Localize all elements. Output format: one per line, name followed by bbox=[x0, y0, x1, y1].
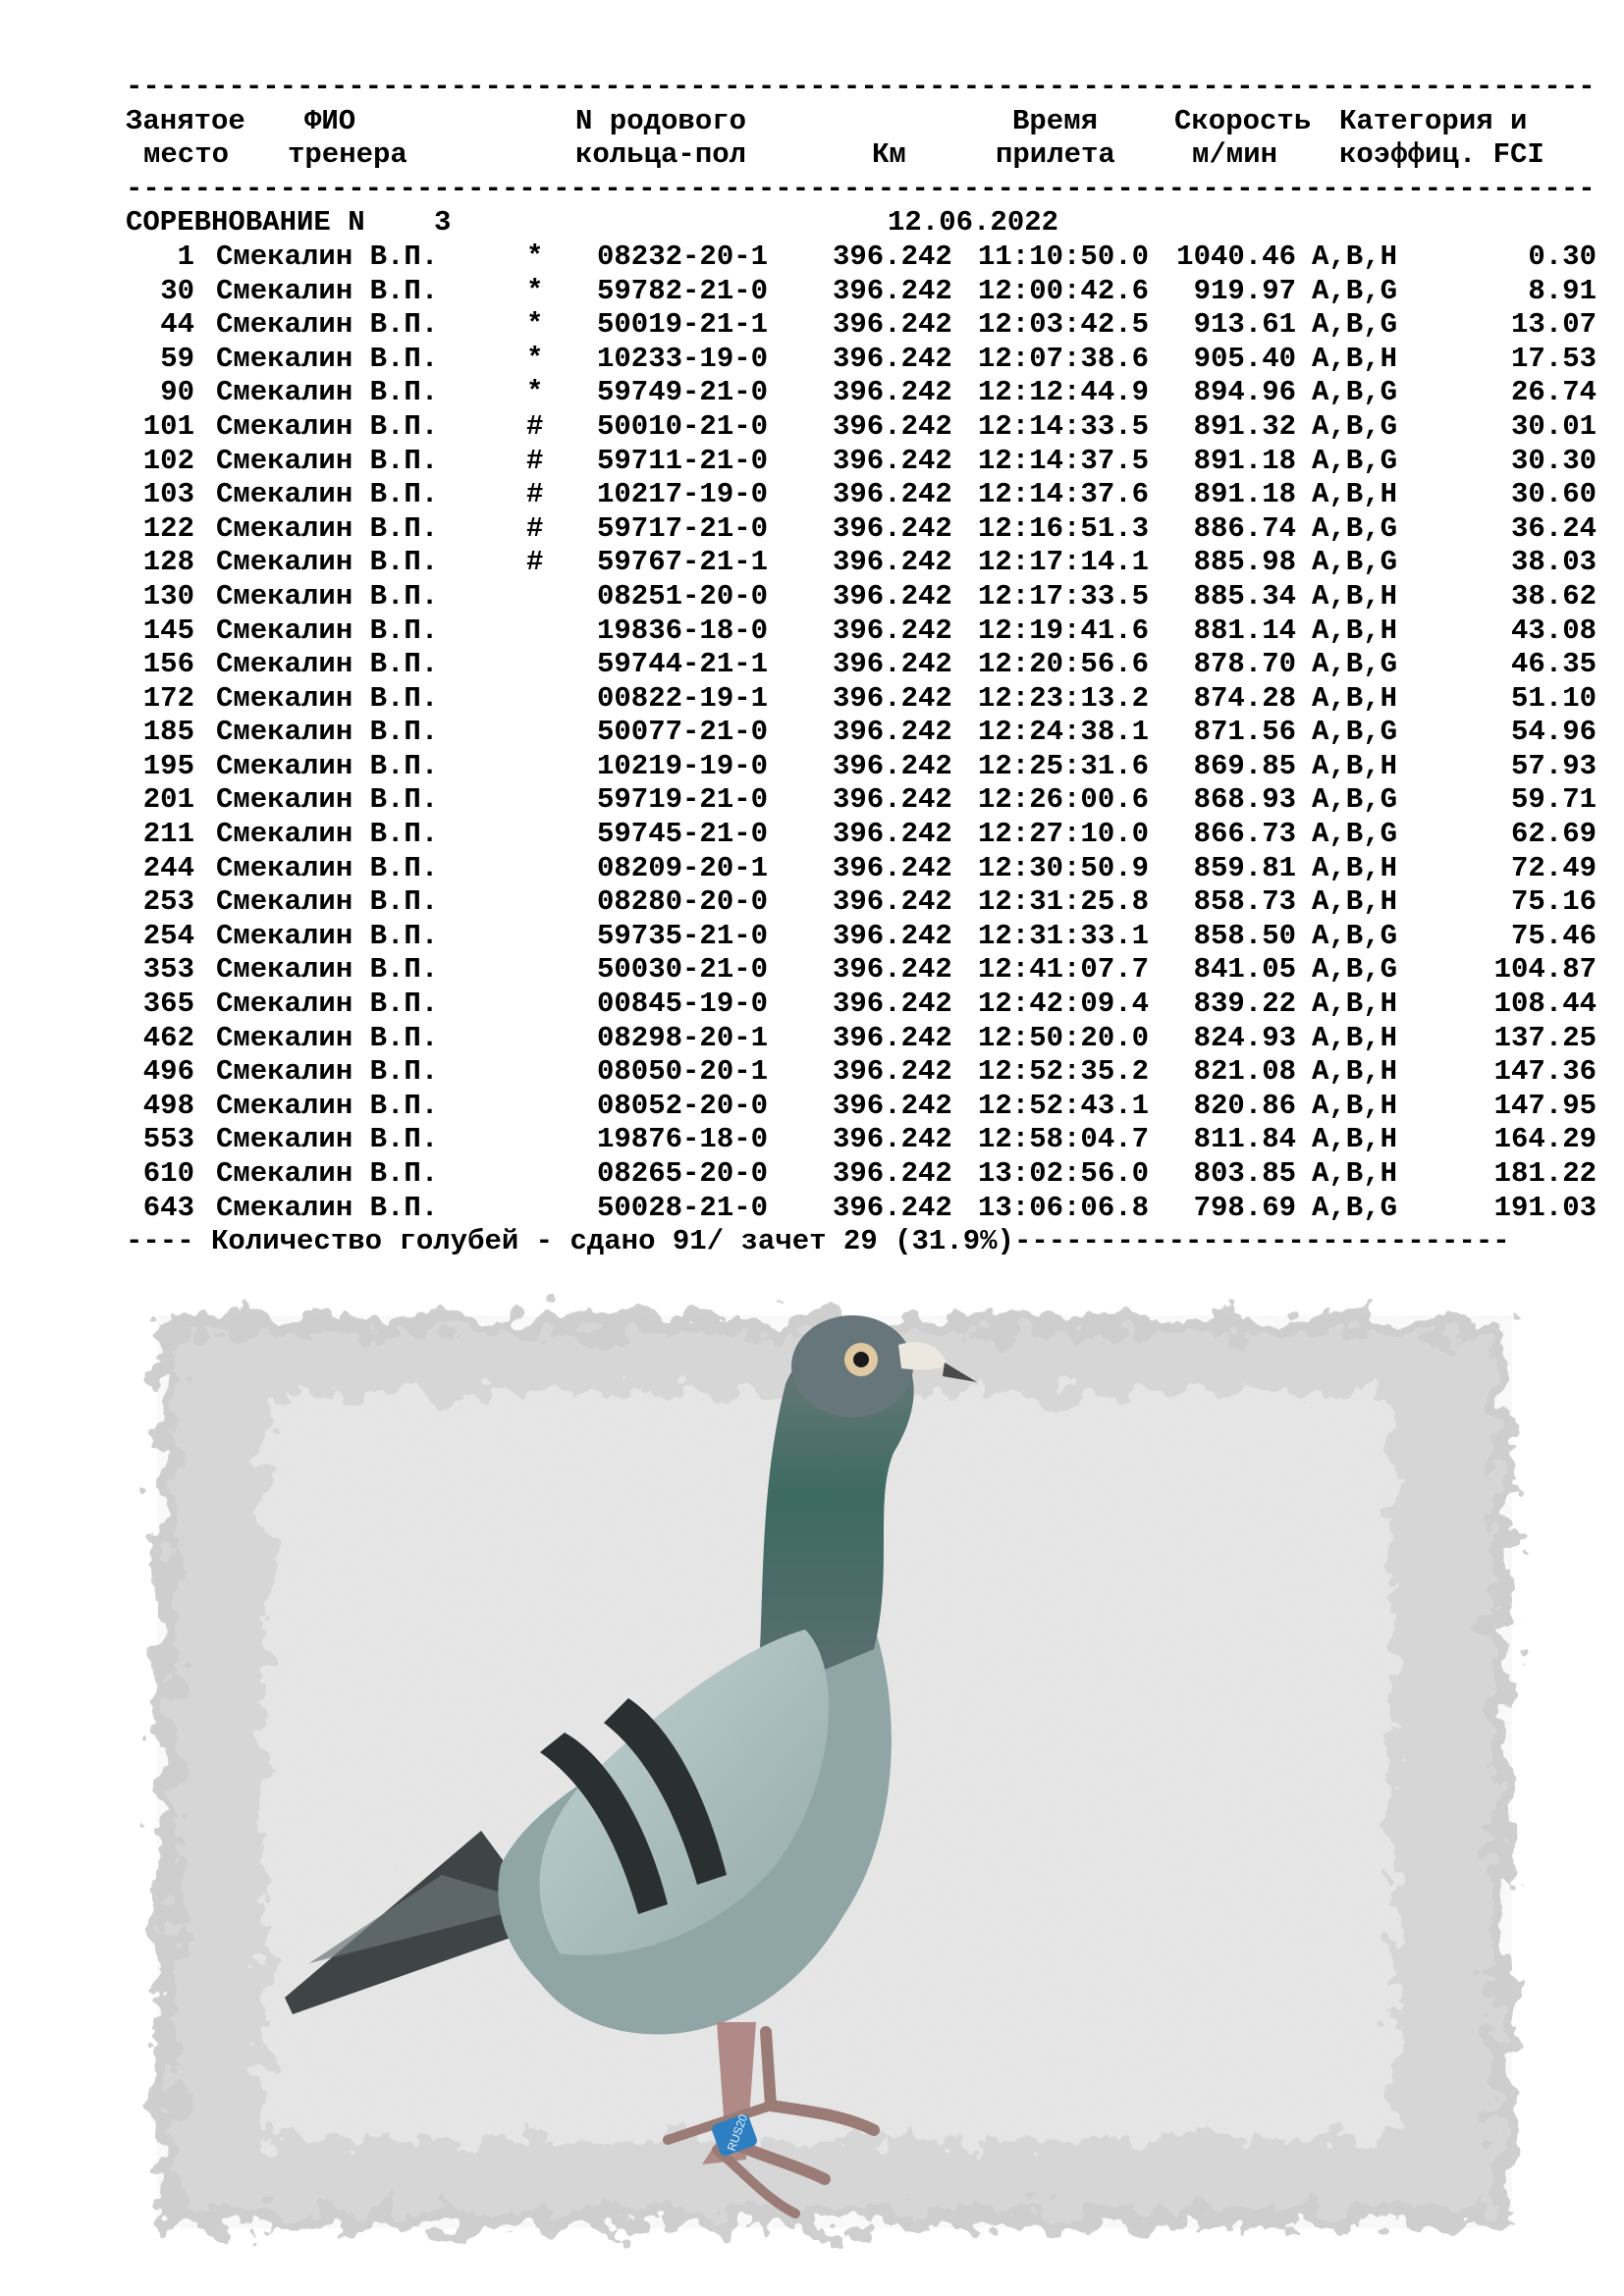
cell-place: 130 bbox=[142, 579, 194, 613]
cell-coef: 38.03 bbox=[1510, 546, 1597, 579]
cell-coef: 75.16 bbox=[1510, 885, 1597, 919]
cell-speed: 891.18 bbox=[1193, 478, 1296, 511]
cell-name: Смекалин В.П. bbox=[216, 1157, 439, 1190]
header-time: Время bbox=[1012, 104, 1099, 137]
footer-line: ---- Количество голубей - сдано 91/ зачет 29 (31.9%)----------------------------- bbox=[126, 1225, 1510, 1258]
cell-place: 185 bbox=[142, 716, 194, 749]
header-row-2 bbox=[126, 138, 1598, 173]
cell-coef: 59.71 bbox=[1510, 783, 1597, 817]
cell-cat: A,B,H bbox=[1312, 478, 1398, 511]
cell-coef: 108.44 bbox=[1493, 988, 1597, 1021]
cell-name: Смекалин В.П. bbox=[216, 1123, 439, 1156]
table-row bbox=[126, 546, 1598, 580]
cell-cat: A,B,G bbox=[1312, 511, 1398, 545]
cell-place: 365 bbox=[142, 988, 194, 1021]
cell-ring: 59719-21-0 bbox=[597, 783, 769, 817]
cell-coef: 30.01 bbox=[1510, 409, 1597, 443]
header-ring: N родового bbox=[575, 104, 747, 137]
cell-cat: A,B,H bbox=[1312, 851, 1398, 884]
cell-speed: 858.50 bbox=[1193, 919, 1296, 952]
cell-coef: 13.07 bbox=[1510, 308, 1597, 342]
table-row bbox=[126, 308, 1598, 343]
cell-speed: 891.32 bbox=[1193, 409, 1296, 443]
cell-mark: # bbox=[526, 444, 544, 477]
cell-ring: 00822-19-1 bbox=[597, 681, 769, 715]
table-row bbox=[126, 1022, 1598, 1056]
cell-km: 396.242 bbox=[833, 342, 952, 375]
cell-km: 396.242 bbox=[833, 1089, 952, 1122]
cell-place: 610 bbox=[142, 1157, 194, 1190]
cell-coef: 43.08 bbox=[1510, 614, 1597, 647]
cell-ring: 50019-21-1 bbox=[597, 308, 769, 342]
cell-km: 396.242 bbox=[833, 1021, 952, 1054]
cell-name: Смекалин В.П. bbox=[216, 1055, 439, 1089]
cell-ring: 59735-21-0 bbox=[597, 919, 769, 952]
table-row bbox=[126, 1055, 1598, 1090]
cell-time: 12:50:20.0 bbox=[978, 1021, 1150, 1054]
header-km: Км bbox=[872, 138, 906, 172]
cell-time: 13:06:06.8 bbox=[978, 1191, 1150, 1224]
header-speed-2: м/мин bbox=[1192, 138, 1278, 172]
cell-cat: A,B,H bbox=[1312, 988, 1398, 1021]
cell-speed: 874.28 bbox=[1193, 681, 1296, 715]
cell-time: 12:12:44.9 bbox=[978, 376, 1150, 409]
cell-time: 12:25:31.6 bbox=[978, 749, 1150, 782]
cell-mark: * bbox=[526, 274, 544, 307]
cell-cat: A,B,G bbox=[1312, 444, 1398, 477]
cell-km: 396.242 bbox=[833, 953, 952, 987]
cell-coef: 30.30 bbox=[1510, 444, 1597, 477]
table-row bbox=[126, 580, 1598, 614]
cell-time: 12:41:07.7 bbox=[978, 953, 1150, 987]
cell-cat: A,B,G bbox=[1312, 716, 1398, 749]
cell-place: 353 bbox=[142, 953, 194, 987]
cell-speed: 1040.46 bbox=[1176, 240, 1296, 273]
cell-speed: 871.56 bbox=[1193, 716, 1296, 749]
cell-speed: 824.93 bbox=[1193, 1021, 1296, 1054]
cell-cat: A,B,G bbox=[1312, 546, 1398, 579]
cell-coef: 164.29 bbox=[1493, 1123, 1597, 1156]
table-row bbox=[126, 988, 1598, 1022]
table-row bbox=[126, 1090, 1598, 1124]
cell-ring: 19876-18-0 bbox=[597, 1123, 769, 1156]
cell-speed: 811.84 bbox=[1193, 1123, 1296, 1156]
cell-speed: 821.08 bbox=[1193, 1055, 1296, 1089]
cell-time: 12:17:14.1 bbox=[978, 546, 1150, 579]
cell-km: 396.242 bbox=[833, 818, 952, 851]
cell-coef: 54.96 bbox=[1510, 716, 1597, 749]
cell-name: Смекалин В.П. bbox=[216, 444, 439, 477]
header-name-2: тренера bbox=[288, 138, 407, 172]
cell-time: 12:14:33.5 bbox=[978, 409, 1150, 443]
cell-coef: 51.10 bbox=[1510, 681, 1597, 715]
cell-time: 13:02:56.0 bbox=[978, 1157, 1150, 1190]
cell-name: Смекалин В.П. bbox=[216, 851, 439, 884]
cell-cat: A,B,H bbox=[1312, 579, 1398, 613]
results-table bbox=[126, 240, 1598, 1225]
cell-speed: 803.85 bbox=[1193, 1157, 1296, 1190]
cell-coef: 191.03 bbox=[1493, 1191, 1597, 1224]
table-row bbox=[126, 445, 1598, 479]
cell-coef: 104.87 bbox=[1493, 953, 1597, 987]
cell-cat: A,B,H bbox=[1312, 614, 1398, 647]
cell-coef: 0.30 bbox=[1528, 240, 1597, 273]
cell-km: 396.242 bbox=[833, 648, 952, 681]
cell-km: 396.242 bbox=[833, 409, 952, 443]
cell-place: 211 bbox=[142, 818, 194, 851]
cell-speed: 919.97 bbox=[1193, 274, 1296, 307]
cell-place: 103 bbox=[142, 478, 194, 511]
cell-ring: 08298-20-1 bbox=[597, 1021, 769, 1054]
header-ring-2: кольца-пол bbox=[575, 138, 747, 172]
cell-ring: 59749-21-0 bbox=[597, 376, 769, 409]
cell-place: 101 bbox=[142, 409, 194, 443]
cell-mark: # bbox=[526, 478, 544, 511]
cell-speed: 905.40 bbox=[1193, 342, 1296, 375]
cell-cat: A,B,G bbox=[1312, 818, 1398, 851]
cell-km: 396.242 bbox=[833, 919, 952, 952]
table-row bbox=[126, 478, 1598, 512]
cell-cat: A,B,H bbox=[1312, 342, 1398, 375]
pigeon-photo bbox=[118, 1276, 1551, 2268]
cell-place: 90 bbox=[160, 376, 194, 409]
cell-cat: A,B,H bbox=[1312, 885, 1398, 919]
cell-speed: 878.70 bbox=[1193, 648, 1296, 681]
cell-ring: 10233-19-0 bbox=[597, 342, 769, 375]
cell-ring: 59711-21-0 bbox=[597, 444, 769, 477]
cell-coef: 36.24 bbox=[1510, 511, 1597, 545]
cell-name: Смекалин В.П. bbox=[216, 681, 439, 715]
cell-time: 12:42:09.4 bbox=[978, 988, 1150, 1021]
cell-speed: 866.73 bbox=[1193, 818, 1296, 851]
cell-km: 396.242 bbox=[833, 851, 952, 884]
table-row bbox=[126, 1157, 1598, 1192]
table-row bbox=[126, 410, 1598, 445]
cell-time: 12:20:56.6 bbox=[978, 648, 1150, 681]
cell-speed: 891.18 bbox=[1193, 444, 1296, 477]
cell-time: 12:58:04.7 bbox=[978, 1123, 1150, 1156]
cell-coef: 26.74 bbox=[1510, 376, 1597, 409]
race-results-report bbox=[126, 71, 1598, 1259]
cell-coef: 137.25 bbox=[1493, 1021, 1597, 1054]
cell-speed: 839.22 bbox=[1193, 988, 1296, 1021]
cell-cat: A,B,H bbox=[1312, 1055, 1398, 1089]
cell-cat: A,B,G bbox=[1312, 648, 1398, 681]
cell-cat: A,B,G bbox=[1312, 376, 1398, 409]
cell-ring: 08251-20-0 bbox=[597, 579, 769, 613]
cell-place: 462 bbox=[142, 1021, 194, 1054]
competition-label: СОРЕВНОВАНИЕ N bbox=[126, 206, 365, 240]
cell-name: Смекалин В.П. bbox=[216, 749, 439, 782]
cell-time: 12:16:51.3 bbox=[978, 511, 1150, 545]
cell-km: 396.242 bbox=[833, 308, 952, 342]
cell-mark: * bbox=[526, 342, 544, 375]
cell-name: Смекалин В.П. bbox=[216, 274, 439, 307]
cell-cat: A,B,H bbox=[1312, 681, 1398, 715]
cell-name: Смекалин В.П. bbox=[216, 511, 439, 545]
cell-cat: A,B,G bbox=[1312, 953, 1398, 987]
competition-date: 12.06.2022 bbox=[888, 206, 1059, 240]
cell-ring: 10217-19-0 bbox=[597, 478, 769, 511]
cell-cat: A,B,H bbox=[1312, 240, 1398, 273]
cell-place: 122 bbox=[142, 511, 194, 545]
cell-name: Смекалин В.П. bbox=[216, 988, 439, 1021]
cell-coef: 181.22 bbox=[1493, 1157, 1597, 1190]
cell-time: 12:03:42.5 bbox=[978, 308, 1150, 342]
cell-place: 244 bbox=[142, 851, 194, 884]
cell-km: 396.242 bbox=[833, 478, 952, 511]
cell-time: 12:14:37.5 bbox=[978, 444, 1150, 477]
cell-time: 12:07:38.6 bbox=[978, 342, 1150, 375]
cell-place: 59 bbox=[160, 342, 194, 375]
cell-place: 498 bbox=[142, 1089, 194, 1122]
cell-ring: 19836-18-0 bbox=[597, 614, 769, 647]
cell-km: 396.242 bbox=[833, 444, 952, 477]
cell-time: 12:52:35.2 bbox=[978, 1055, 1150, 1089]
cell-time: 12:19:41.6 bbox=[978, 614, 1150, 647]
cell-km: 396.242 bbox=[833, 1191, 952, 1224]
cell-name: Смекалин В.П. bbox=[216, 716, 439, 749]
cell-ring: 08050-20-1 bbox=[597, 1055, 769, 1089]
table-row bbox=[126, 852, 1598, 886]
cell-place: 44 bbox=[160, 308, 194, 342]
cell-speed: 859.81 bbox=[1193, 851, 1296, 884]
cell-cat: A,B,G bbox=[1312, 919, 1398, 952]
cell-speed: 841.05 bbox=[1193, 953, 1296, 987]
cell-ring: 59782-21-0 bbox=[597, 274, 769, 307]
table-row bbox=[126, 750, 1598, 784]
cell-cat: A,B,G bbox=[1312, 783, 1398, 817]
cell-speed: 881.14 bbox=[1193, 614, 1296, 647]
cell-coef: 57.93 bbox=[1510, 749, 1597, 782]
cell-ring: 50010-21-0 bbox=[597, 409, 769, 443]
cell-km: 396.242 bbox=[833, 988, 952, 1021]
cell-speed: 868.93 bbox=[1193, 783, 1296, 817]
cell-ring: 00845-19-0 bbox=[597, 988, 769, 1021]
cell-ring: 08052-20-0 bbox=[597, 1089, 769, 1122]
cell-cat: A,B,G bbox=[1312, 1191, 1398, 1224]
cell-time: 12:23:13.2 bbox=[978, 681, 1150, 715]
cell-speed: 885.34 bbox=[1193, 579, 1296, 613]
cell-time: 12:30:50.9 bbox=[978, 851, 1150, 884]
cell-place: 156 bbox=[142, 648, 194, 681]
cell-speed: 913.61 bbox=[1193, 308, 1296, 342]
cell-name: Смекалин В.П. bbox=[216, 1089, 439, 1122]
cell-speed: 820.86 bbox=[1193, 1089, 1296, 1122]
table-row bbox=[126, 1123, 1598, 1157]
cell-cat: A,B,H bbox=[1312, 1123, 1398, 1156]
table-row bbox=[126, 920, 1598, 954]
cell-mark: * bbox=[526, 240, 544, 273]
cell-coef: 147.95 bbox=[1493, 1089, 1597, 1122]
header-row-1 bbox=[126, 105, 1598, 139]
cell-ring: 59717-21-0 bbox=[597, 511, 769, 545]
cell-cat: A,B,H bbox=[1312, 1021, 1398, 1054]
cell-ring: 50077-21-0 bbox=[597, 716, 769, 749]
top-rule: -------------------------------------------------------------------------------------- bbox=[126, 71, 1596, 103]
cell-coef: 17.53 bbox=[1510, 342, 1597, 375]
header-place-2: место bbox=[143, 138, 230, 172]
cell-mark: # bbox=[526, 546, 544, 579]
cell-km: 396.242 bbox=[833, 376, 952, 409]
cell-km: 396.242 bbox=[833, 274, 952, 307]
table-row bbox=[126, 512, 1598, 547]
cell-speed: 886.74 bbox=[1193, 511, 1296, 545]
cell-name: Смекалин В.П. bbox=[216, 308, 439, 342]
cell-mark: * bbox=[526, 308, 544, 342]
cell-ring: 10219-19-0 bbox=[597, 749, 769, 782]
cell-ring: 08280-20-0 bbox=[597, 885, 769, 919]
cell-km: 396.242 bbox=[833, 1055, 952, 1089]
table-row bbox=[126, 275, 1598, 309]
cell-place: 172 bbox=[142, 681, 194, 715]
cell-ring: 50030-21-0 bbox=[597, 953, 769, 987]
cell-km: 396.242 bbox=[833, 546, 952, 579]
table-row bbox=[126, 648, 1598, 682]
cell-time: 12:52:43.1 bbox=[978, 1089, 1150, 1122]
cell-speed: 798.69 bbox=[1193, 1191, 1296, 1224]
cell-time: 12:26:00.6 bbox=[978, 783, 1150, 817]
table-row bbox=[126, 614, 1598, 649]
table-row bbox=[126, 682, 1598, 717]
cell-km: 396.242 bbox=[833, 579, 952, 613]
table-row bbox=[126, 885, 1598, 920]
cell-cat: A,B,H bbox=[1312, 1089, 1398, 1122]
cell-time: 12:00:42.6 bbox=[978, 274, 1150, 307]
cell-km: 396.242 bbox=[833, 749, 952, 782]
cell-name: Смекалин В.П. bbox=[216, 919, 439, 952]
cell-coef: 72.49 bbox=[1510, 851, 1597, 884]
header-rule: -------------------------------------------------------------------------------------- bbox=[126, 172, 1596, 205]
cell-name: Смекалин В.П. bbox=[216, 579, 439, 613]
cell-km: 396.242 bbox=[833, 885, 952, 919]
cell-speed: 858.73 bbox=[1193, 885, 1296, 919]
cell-coef: 30.60 bbox=[1510, 478, 1597, 511]
cell-coef: 62.69 bbox=[1510, 818, 1597, 851]
cell-name: Смекалин В.П. bbox=[216, 1191, 439, 1224]
cell-km: 396.242 bbox=[833, 716, 952, 749]
cell-name: Смекалин В.П. bbox=[216, 818, 439, 851]
cell-ring: 59767-21-1 bbox=[597, 546, 769, 579]
cell-name: Смекалин В.П. bbox=[216, 409, 439, 443]
cell-coef: 75.46 bbox=[1510, 919, 1597, 952]
cell-name: Смекалин В.П. bbox=[216, 478, 439, 511]
competition-number: 3 bbox=[434, 206, 452, 240]
cell-speed: 885.98 bbox=[1193, 546, 1296, 579]
cell-name: Смекалин В.П. bbox=[216, 342, 439, 375]
cell-coef: 38.62 bbox=[1510, 579, 1597, 613]
cell-time: 12:31:33.1 bbox=[978, 919, 1150, 952]
competition-row bbox=[126, 206, 1598, 240]
cell-time: 12:24:38.1 bbox=[978, 716, 1150, 749]
cell-mark: # bbox=[526, 409, 544, 443]
cell-place: 1 bbox=[177, 240, 194, 273]
table-row bbox=[126, 716, 1598, 750]
cell-ring: 08232-20-1 bbox=[597, 240, 769, 273]
cell-place: 30 bbox=[160, 274, 194, 307]
cell-cat: A,B,G bbox=[1312, 308, 1398, 342]
cell-place: 643 bbox=[142, 1191, 194, 1224]
cell-place: 254 bbox=[142, 919, 194, 952]
cell-time: 12:14:37.6 bbox=[978, 478, 1150, 511]
table-row bbox=[126, 953, 1598, 988]
cell-time: 11:10:50.0 bbox=[978, 240, 1150, 273]
cell-km: 396.242 bbox=[833, 511, 952, 545]
cell-time: 12:31:25.8 bbox=[978, 885, 1150, 919]
table-row bbox=[126, 343, 1598, 377]
header-category: Категория и bbox=[1339, 104, 1528, 137]
header-speed: Скорость bbox=[1174, 104, 1312, 137]
cell-place: 102 bbox=[142, 444, 194, 477]
cell-time: 12:17:33.5 bbox=[978, 579, 1150, 613]
cell-name: Смекалин В.П. bbox=[216, 953, 439, 987]
cell-ring: 08209-20-1 bbox=[597, 851, 769, 884]
cell-coef: 8.91 bbox=[1528, 274, 1597, 307]
cell-cat: A,B,G bbox=[1312, 409, 1398, 443]
cell-km: 396.242 bbox=[833, 1123, 952, 1156]
cell-ring: 59745-21-0 bbox=[597, 818, 769, 851]
cell-cat: A,B,H bbox=[1312, 1157, 1398, 1190]
cell-name: Смекалин В.П. bbox=[216, 885, 439, 919]
header-time-2: прилета bbox=[996, 138, 1115, 172]
cell-km: 396.242 bbox=[833, 240, 952, 273]
cell-cat: A,B,H bbox=[1312, 749, 1398, 782]
cell-place: 145 bbox=[142, 614, 194, 647]
table-row bbox=[126, 1192, 1598, 1226]
cell-place: 553 bbox=[142, 1123, 194, 1156]
cell-coef: 46.35 bbox=[1510, 648, 1597, 681]
cell-name: Смекалин В.П. bbox=[216, 783, 439, 817]
cell-coef: 147.36 bbox=[1493, 1055, 1597, 1089]
cell-time: 12:27:10.0 bbox=[978, 818, 1150, 851]
cell-ring: 59744-21-1 bbox=[597, 648, 769, 681]
cell-name: Смекалин В.П. bbox=[216, 376, 439, 409]
cell-speed: 869.85 bbox=[1193, 749, 1296, 782]
cell-place: 128 bbox=[142, 546, 194, 579]
cell-km: 396.242 bbox=[833, 614, 952, 647]
cell-km: 396.242 bbox=[833, 681, 952, 715]
cell-name: Смекалин В.П. bbox=[216, 240, 439, 273]
cell-name: Смекалин В.П. bbox=[216, 614, 439, 647]
table-row bbox=[126, 240, 1598, 275]
cell-name: Смекалин В.П. bbox=[216, 546, 439, 579]
cell-mark: * bbox=[526, 376, 544, 409]
cell-km: 396.242 bbox=[833, 783, 952, 817]
cell-place: 195 bbox=[142, 749, 194, 782]
svg-text:RUS20: RUS20 bbox=[724, 2111, 751, 2154]
table-row bbox=[126, 818, 1598, 852]
cell-name: Смекалин В.П. bbox=[216, 648, 439, 681]
cell-place: 496 bbox=[142, 1055, 194, 1089]
cell-cat: A,B,G bbox=[1312, 274, 1398, 307]
cell-name: Смекалин В.П. bbox=[216, 1021, 439, 1054]
cell-km: 396.242 bbox=[833, 1157, 952, 1190]
table-row bbox=[126, 783, 1598, 818]
header-name: ФИО bbox=[304, 104, 356, 137]
table-row bbox=[126, 376, 1598, 410]
cell-place: 201 bbox=[142, 783, 194, 817]
cell-ring: 08265-20-0 bbox=[597, 1157, 769, 1190]
header-place: Занятое bbox=[126, 104, 245, 137]
cell-speed: 894.96 bbox=[1193, 376, 1296, 409]
cell-ring: 50028-21-0 bbox=[597, 1191, 769, 1224]
header-category-2: коэффиц. FCI bbox=[1339, 138, 1544, 172]
cell-mark: # bbox=[526, 511, 544, 545]
cell-place: 253 bbox=[142, 885, 194, 919]
